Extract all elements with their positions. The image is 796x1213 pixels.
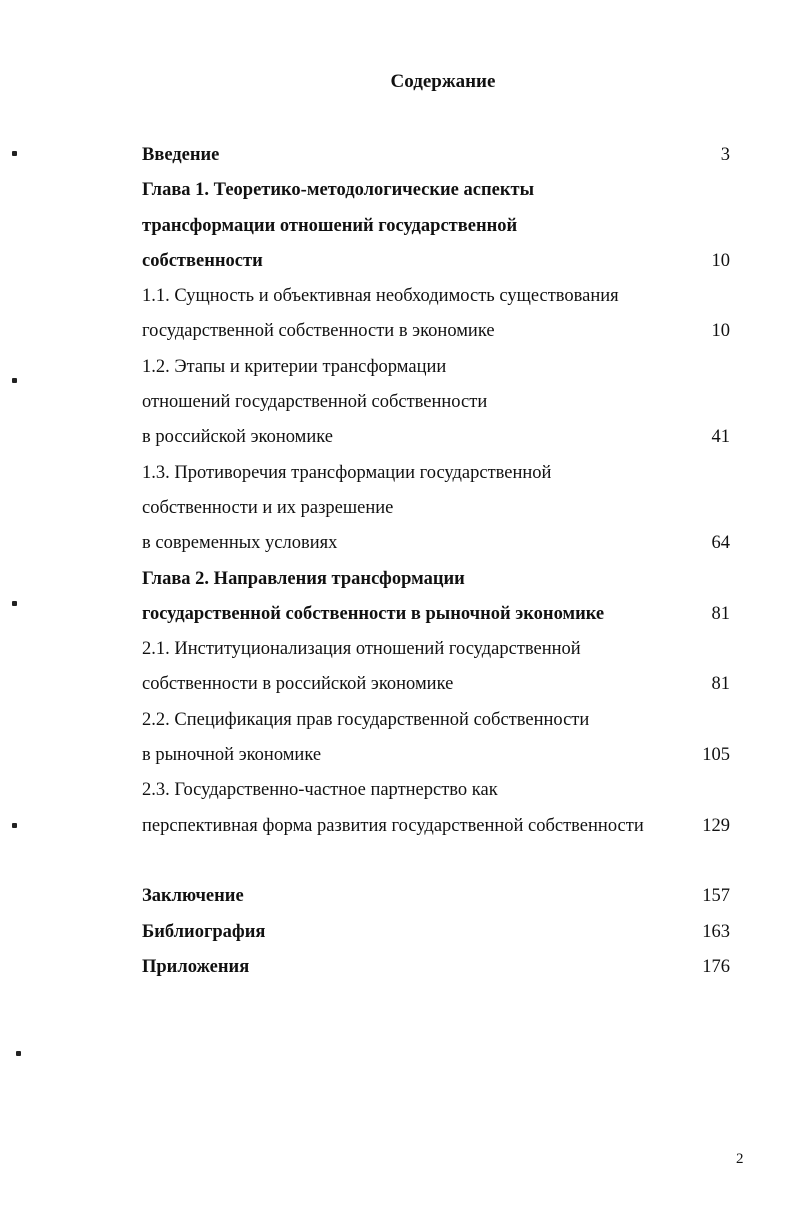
toc-line bbox=[142, 456, 742, 491]
toc-entry bbox=[142, 773, 742, 844]
page-title: Содержание bbox=[390, 71, 496, 92]
margin-mark bbox=[16, 1051, 21, 1056]
toc-entry bbox=[142, 879, 742, 914]
toc-entry-title: в рыночной экономике bbox=[142, 745, 322, 766]
toc-line bbox=[142, 244, 742, 279]
toc-entry-page: 64 bbox=[711, 533, 730, 554]
toc-entry bbox=[142, 703, 742, 774]
toc-entry-title: Глава 1. Теоретико-методологические аспекты bbox=[142, 180, 535, 201]
toc-gap bbox=[142, 844, 742, 879]
toc-entry-title: 2.1. Институционализация отношений государственной bbox=[142, 639, 581, 660]
toc-line bbox=[142, 420, 742, 455]
toc-line bbox=[142, 385, 742, 420]
toc-entry-page: 41 bbox=[711, 427, 730, 448]
toc-entry-title: 1.1. Сущность и объективная необходимость существования bbox=[142, 286, 619, 307]
toc-entry-title: государственной собственности в экономике bbox=[142, 321, 495, 342]
toc-entry-title: собственности в российской экономике bbox=[142, 674, 454, 695]
toc-line bbox=[142, 279, 742, 314]
toc-entry-title: отношений государственной собственности bbox=[142, 392, 488, 413]
table-of-contents bbox=[142, 138, 742, 985]
toc-entry-title: собственности bbox=[142, 250, 263, 271]
toc-line bbox=[142, 526, 742, 561]
toc-entry-page: 81 bbox=[711, 603, 730, 624]
toc-line bbox=[142, 809, 742, 844]
toc-entry bbox=[142, 950, 742, 985]
toc-line bbox=[142, 915, 742, 950]
margin-mark bbox=[12, 601, 17, 606]
toc-entry-title: государственной собственности в рыночной экономике bbox=[142, 603, 605, 624]
toc-entry-page: 163 bbox=[702, 921, 730, 942]
toc-entry-title: 2.2. Спецификация прав государственной собственности bbox=[142, 709, 590, 730]
page-number: 2 bbox=[736, 1151, 744, 1167]
toc-line bbox=[142, 632, 742, 667]
toc-entry bbox=[142, 350, 742, 456]
toc-line bbox=[142, 667, 742, 702]
toc-line bbox=[142, 597, 742, 632]
margin-mark bbox=[12, 378, 17, 383]
toc-entry-title: перспективная форма развития государственной собственности bbox=[142, 815, 644, 836]
toc-entry bbox=[142, 279, 742, 350]
toc-entry-title: 1.3. Противоречия трансформации государственной bbox=[142, 462, 552, 483]
toc-entry-page: 81 bbox=[711, 674, 730, 695]
toc-line bbox=[142, 950, 742, 985]
toc-entry-title: Введение bbox=[142, 145, 220, 165]
toc-entry bbox=[142, 173, 742, 279]
toc-line bbox=[142, 773, 742, 808]
toc-entry-title: Заключение bbox=[142, 886, 244, 907]
margin-mark bbox=[12, 151, 17, 156]
margin-mark bbox=[12, 823, 17, 828]
toc-line bbox=[142, 491, 742, 526]
toc-entry bbox=[142, 915, 742, 950]
toc-entry-title: Глава 2. Направления трансформации bbox=[142, 568, 465, 589]
toc-line bbox=[142, 209, 742, 244]
toc-line bbox=[142, 562, 742, 597]
toc-line bbox=[142, 703, 742, 738]
toc-line bbox=[142, 738, 742, 773]
toc-entry-title: 1.2. Этапы и критерии трансформации bbox=[142, 356, 447, 377]
toc-entry-page: 3 bbox=[720, 145, 730, 165]
toc-entry-page: 10 bbox=[711, 321, 730, 342]
toc-entry-title: собственности и их разрешение bbox=[142, 497, 394, 518]
toc-entry bbox=[142, 632, 742, 703]
toc-entry-page: 129 bbox=[702, 815, 730, 836]
toc-line bbox=[142, 173, 742, 208]
toc-entry-page: 10 bbox=[711, 250, 730, 271]
toc-entry bbox=[142, 562, 742, 633]
toc-entry-title: 2.3. Государственно-частное партнерство как bbox=[142, 780, 498, 801]
toc-line bbox=[142, 879, 742, 914]
toc-entry-page: 105 bbox=[702, 745, 730, 766]
toc-line bbox=[142, 138, 742, 173]
toc-entry-page: 176 bbox=[702, 956, 730, 977]
toc-line bbox=[142, 350, 742, 385]
toc-entry bbox=[142, 456, 742, 562]
toc-entry-title: в современных условиях bbox=[142, 533, 338, 554]
toc-entry-title: Библиография bbox=[142, 921, 266, 942]
toc-entry bbox=[142, 138, 742, 173]
toc-line bbox=[142, 314, 742, 349]
toc-entry-title: в российской экономике bbox=[142, 427, 333, 448]
toc-entry-title: трансформации отношений государственной bbox=[142, 215, 518, 236]
toc-entry-title: Приложения bbox=[142, 956, 250, 977]
toc-entry-page: 157 bbox=[702, 886, 730, 907]
